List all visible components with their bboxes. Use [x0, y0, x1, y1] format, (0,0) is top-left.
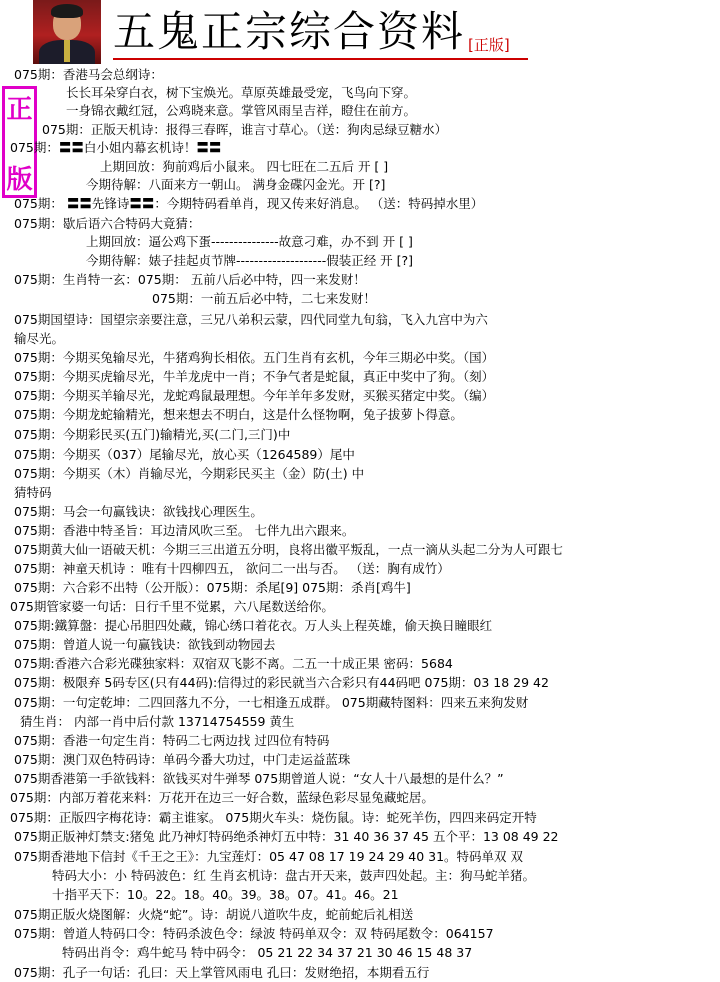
- text-line: 075期：曾道人特码口令：特码杀波色令：绿波 特码单双令：双 特码尾数令：064157: [14, 926, 494, 941]
- text-line: 今期待解：八面来方一朝山。 满身金碟闪金光。开 [?]: [86, 177, 386, 192]
- text-line: 075期：今期买羊输尽光，龙蛇鸡鼠最理想。今年羊年多发财，买猴买猪定中奖。（编）: [14, 388, 495, 403]
- text-line: 075期：今期龙蛇输精光，想来想去不明白，这是什么怪物啊，兔子拔萝卜得意。: [14, 407, 463, 422]
- text-line: 075期：香港一句定生肖：特码二七两边找 过四位有特码: [14, 733, 330, 748]
- text-line: 075期:香港六合彩光碟独家料：双宿双飞影不离。二五一十成正果 密码：5684: [14, 656, 453, 671]
- text-line: 075期：今期买兔输尽光，牛猪鸡狗长相依。五门生肖有玄机，今年三期必中奖。（国）: [14, 350, 495, 365]
- text-line: 一身锦衣戴红冠，公鸡晓来意。掌管风雨呈吉祥，瞪住在前方。: [66, 103, 417, 118]
- text-line: 075期：正版天机诗：报得三春晖，谁言寸草心。（送：狗肉忌绿豆糖水）: [42, 122, 448, 137]
- text-line: 075期：孔子一句话：孔曰：天上掌管风雨电 孔曰：发财绝招，本期看五行: [14, 965, 430, 980]
- text-line: 输尽光。: [14, 331, 65, 346]
- text-line: 上期回放：逼公鸡下蛋---------------故意刁难，办不到 开 [ ]: [86, 234, 413, 249]
- text-line: 075期香港地下信封《千王之王》：九宝莲灯：05 47 08 17 19 24 29 40 31。特码单双 双: [14, 849, 524, 864]
- text-line: 075期：内部万着花来料：万花开在边三一好合数，蓝绿色彩尽显兔藏蛇居。: [10, 790, 434, 805]
- text-line: 075期：今期买虎输尽光，牛羊龙虎中一肖；不争气者是蛇鼠，真正中奖中了狗。（刻）: [14, 369, 495, 384]
- text-line: 075期：〓〓白小姐内幕玄机诗！〓〓: [10, 140, 222, 155]
- text-line: 075期：今期买（037）尾输尽光，放心买（1264589）尾中: [14, 447, 355, 462]
- text-line: 075期： 〓〓先锋诗〓〓：今期特码看单肖，现又传来好消息。 （送：特码掉水里）: [14, 196, 484, 211]
- text-line: 特码大小：小 特码波色：红 生肖玄机诗：盘古开天来，鼓声四处起。主：狗马蛇羊猪。: [52, 868, 535, 883]
- page-header: [0, 0, 720, 66]
- text-line: 075期：神童天机诗 ：唯有十四柳四五， 欲问二一出与否。 （送：胸有成竹）: [14, 561, 450, 576]
- text-line: 今期待解：婊子挂起贞节牌--------------------假装正经 开 [?]: [86, 253, 414, 268]
- text-line: 075期：正版四字梅花诗：霸主谁家。 075期火车头：烧伤鼠。诗：蛇死羊伤，四四来码定开特: [10, 810, 537, 825]
- title-underline: [113, 58, 528, 60]
- text-line: 特码出肖令：鸡牛蛇马 特中码令： 05 21 22 34 37 21 30 46 15 48 37: [62, 945, 473, 960]
- text-line: 猜特码: [14, 485, 52, 500]
- text-line: 长长耳朵穿白衣，树下宝焕光。草原英雄最受宠，飞鸟向下穿。: [66, 85, 417, 100]
- text-line: 075期：极限弃 5码专区(只有44码):信得过的彩民就当六合彩只有44码吧 075期：03 18 29 42: [14, 675, 549, 690]
- author-photo: [33, 0, 101, 64]
- edition-badge: [正版]: [468, 36, 510, 54]
- text-line: 075期：香港中特圣旨：耳边清风吹三至。 七伴九出六跟来。: [14, 523, 355, 538]
- text-line: 075期：歇后语六合特码大竟猜：: [14, 216, 201, 231]
- text-line: 075期：今期彩民买(五门)输精光,买(二门,三门)中: [14, 427, 291, 442]
- text-line: 十指平天下：10。22。18。40。39。38。07。41。46。21: [52, 887, 399, 902]
- text-line: 075期：生肖特一玄：075期： 五前八后必中特，四一来发财！: [14, 272, 366, 287]
- text-line: 075期：香港马会总纲诗：: [14, 67, 163, 82]
- text-line: 075期管家婆一句话：日行千里不觉累，六八尾数送给你。: [10, 599, 334, 614]
- text-line: 075期香港第一手欲钱料：欲钱买对牛弹琴 075期曾道人说：“女人十八最想的是什么？”: [14, 771, 504, 786]
- badge-char-bottom: 版: [6, 165, 33, 195]
- text-line: 075期：六合彩不出特（公开版）：075期：杀尾[9] 075期：杀肖[鸡牛]: [14, 580, 411, 595]
- text-line: 075期：今期买（木）肖输尽光，今期彩民买主（金）防(土) 中: [14, 466, 365, 481]
- text-line: 075期：马会一句赢钱诀：欲钱找心理医生。: [14, 504, 263, 519]
- text-line: 075期：澳门双色特码诗：单码今番大功过，中门走运益蓝珠: [14, 752, 351, 767]
- badge-char-top: 正: [6, 95, 33, 125]
- text-line: 075期国望诗：国望宗亲要注意，三兄八弟积云蒙，四代同堂九旬翁，飞入九宫中为六: [14, 312, 488, 327]
- text-line: 075期：一句定乾坤：二四回落九不分，一七相逢五成群。 075期藏特图料：四来五来狗发财: [14, 695, 529, 710]
- text-line: 075期：曾道人说一句赢钱诀：欲钱到动物园去: [14, 637, 276, 652]
- text-line: 上期回放：狗前鸡后小鼠来。 四七旺在二五后 开 [ ]: [100, 159, 389, 174]
- text-line: 075期正版火烧图解：火烧“蛇”。诗：胡说八道吹牛皮，蛇前蛇后礼相送: [14, 907, 414, 922]
- text-line: 猜生肖： 内部一肖中后付款 13714754559 黄生: [20, 714, 295, 729]
- text-line: 075期黄大仙一语破天机：今期三三出道五分明，良将出徽平叛乱，一点一滴从头起二分为人可跟七: [14, 542, 563, 557]
- text-line: 075期:鐵算盤：提心吊胆四处藏，锦心绣口着花衣。万人头上程英雄，偷天换日瞳眼红: [14, 618, 493, 633]
- text-line: 075期：一前五后必中特，二七来发财！: [152, 291, 376, 306]
- site-title: 五鬼正宗综合资料: [113, 7, 466, 56]
- text-line: 075期正版神灯禁支:猪兔 此乃神灯特码绝杀神灯五中特：31 40 36 37 45 五个平：13 08 49 22: [14, 829, 559, 844]
